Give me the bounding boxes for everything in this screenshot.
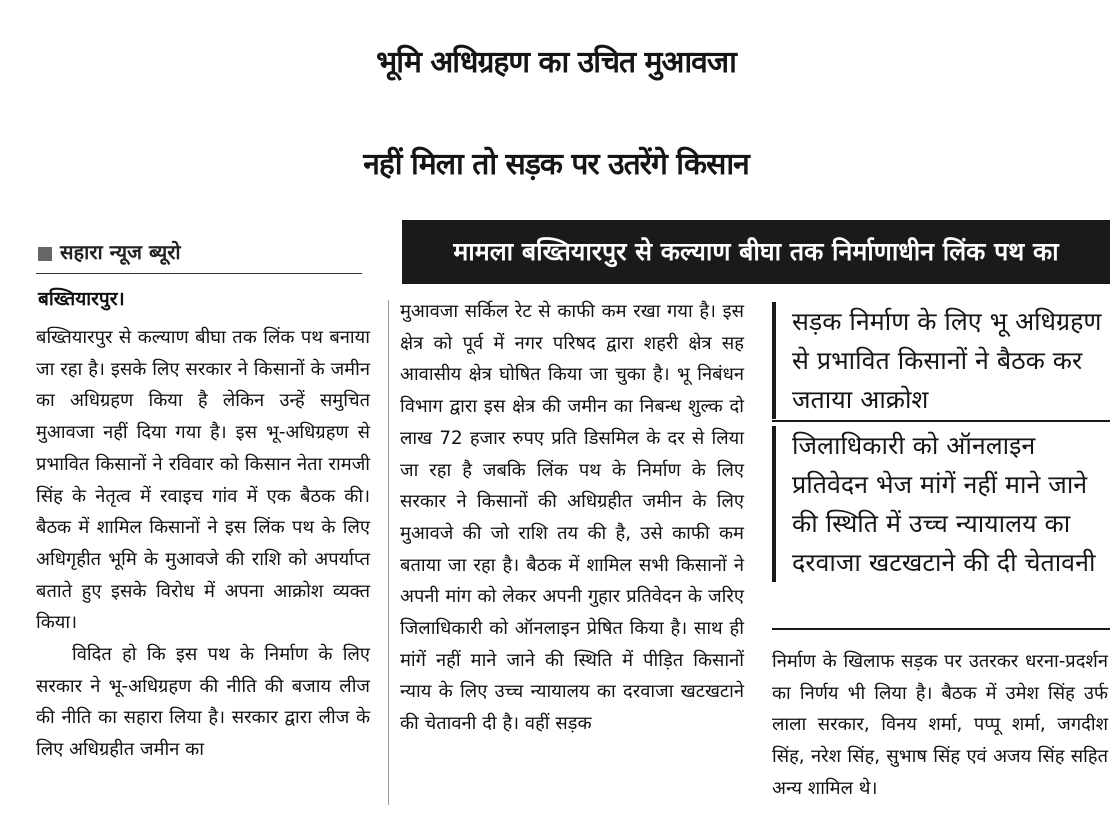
pullquote-2: जिलाधिकारी को ऑनलाइन प्रतिवेदन भेज मांगें नहीं माने जाने की स्थिति में उच्च न्यायालय का दरवाजा खटखटाने की दी चेतावनी [772, 426, 1110, 582]
byline [38, 238, 181, 265]
column-divider [388, 300, 389, 805]
paragraph-4: निर्माण के खिलाफ सड़क पर उतरकर धरना-प्रदर्शन का निर्णय भी लिया है। बैठक में उमेश सिंह उर्फ लाला सरकार, विनय शर्मा, पप्पू शर्मा, जगदीश सिंह, नरेश सिंह, सुभाष सिंह एवं अजय सिंह सहित अन्य शामिल थे। [772, 651, 1108, 799]
article-column-1 [36, 322, 370, 766]
headline-line-1: भूमि अधिग्रहण का उचित मुआवजा [376, 45, 736, 80]
byline-text: सहारा न्यूज ब्यूरो [60, 240, 181, 264]
subhead-banner: मामला बख्तियारपुर से कल्याण बीघा तक निर्माणाधीन लिंक पथ का [402, 220, 1110, 284]
pullquote-bottom-rule [772, 628, 1110, 630]
pullquote-1: सड़क निर्माण के लिए भू अधिग्रहण से प्रभावित किसानों ने बैठक कर जताया आक्रोश [772, 302, 1110, 419]
dateline: बख्तियारपुर। [38, 288, 125, 310]
byline-divider [36, 273, 362, 274]
paragraph-3: मुआवजा सर्किल रेट से काफी कम रखा गया है। इस क्षेत्र को पूर्व में नगर परिषद द्वारा शहरी क्षेत्र सह आवासीय क्षेत्र घोषित किया जा चुका है। भू निबंधन विभाग द्वारा इस क्षेत्र की जमीन का निबन्ध शुल्क दो लाख 72 हजार रुपए प्रति डिसमिल के दर से लिया जा रहा है जबकि लिंक पथ के निर्माण के लिए सरकार ने किसानों की अधिग्रहीत जमीन के लिए मुआवजे की जो राशि तय की है, उसे काफी कम बताया जा रहा है। बैठक में शामिल सभी किसानों ने अपनी मांग को लेकर अपनी गुहार प्रतिवेदन के जरिए जिलाधिकारी को ऑनलाइन प्रेषित किया है। साथ ही मांगें नहीं माने जाने की स्थिति में पीड़ित किसानों न्याय के लिए उच्च न्यायालय का दरवाजा खटखटाने की चेतावनी दी है। वहीं सड़क [400, 301, 744, 735]
headline-line-2: नहीं मिला तो सड़क पर उतरेंगे किसान [363, 147, 749, 182]
article-column-2 [400, 296, 744, 740]
article-column-3 [772, 646, 1108, 805]
pullquote-divider [772, 420, 1110, 422]
byline-square-icon [38, 247, 52, 261]
paragraph-2: विदित हो कि इस पथ के निर्माण के लिए सरकार ने भू-अधिग्रहण की नीति की बजाय लीज की नीति का सहारा लिया है। सरकार द्वारा लीज के लिए अधिग्रहीत जमीन का [36, 644, 370, 761]
paragraph-1: बख्तियारपुर से कल्याण बीघा तक लिंक पथ बनाया जा रहा है। इसके लिए सरकार ने किसानों के जमीन का अधिग्रहण किया है लेकिन उन्हें समुचित मुआवजा नहीं दिया गया है। इस भू-अधिग्रहण से प्रभावित किसानों ने रविवार को किसान नेता रामजी सिंह के नेतृत्व में रवाइच गांव में एक बैठक की। बैठक में शामिल किसानों ने इस लिंक पथ के लिए अधिगृहीत भूमि के मुआवजे की राशि को अपर्याप्त बताते हुए इसके विरोध में अपना आक्रोश व्यक्त किया। [36, 327, 370, 634]
